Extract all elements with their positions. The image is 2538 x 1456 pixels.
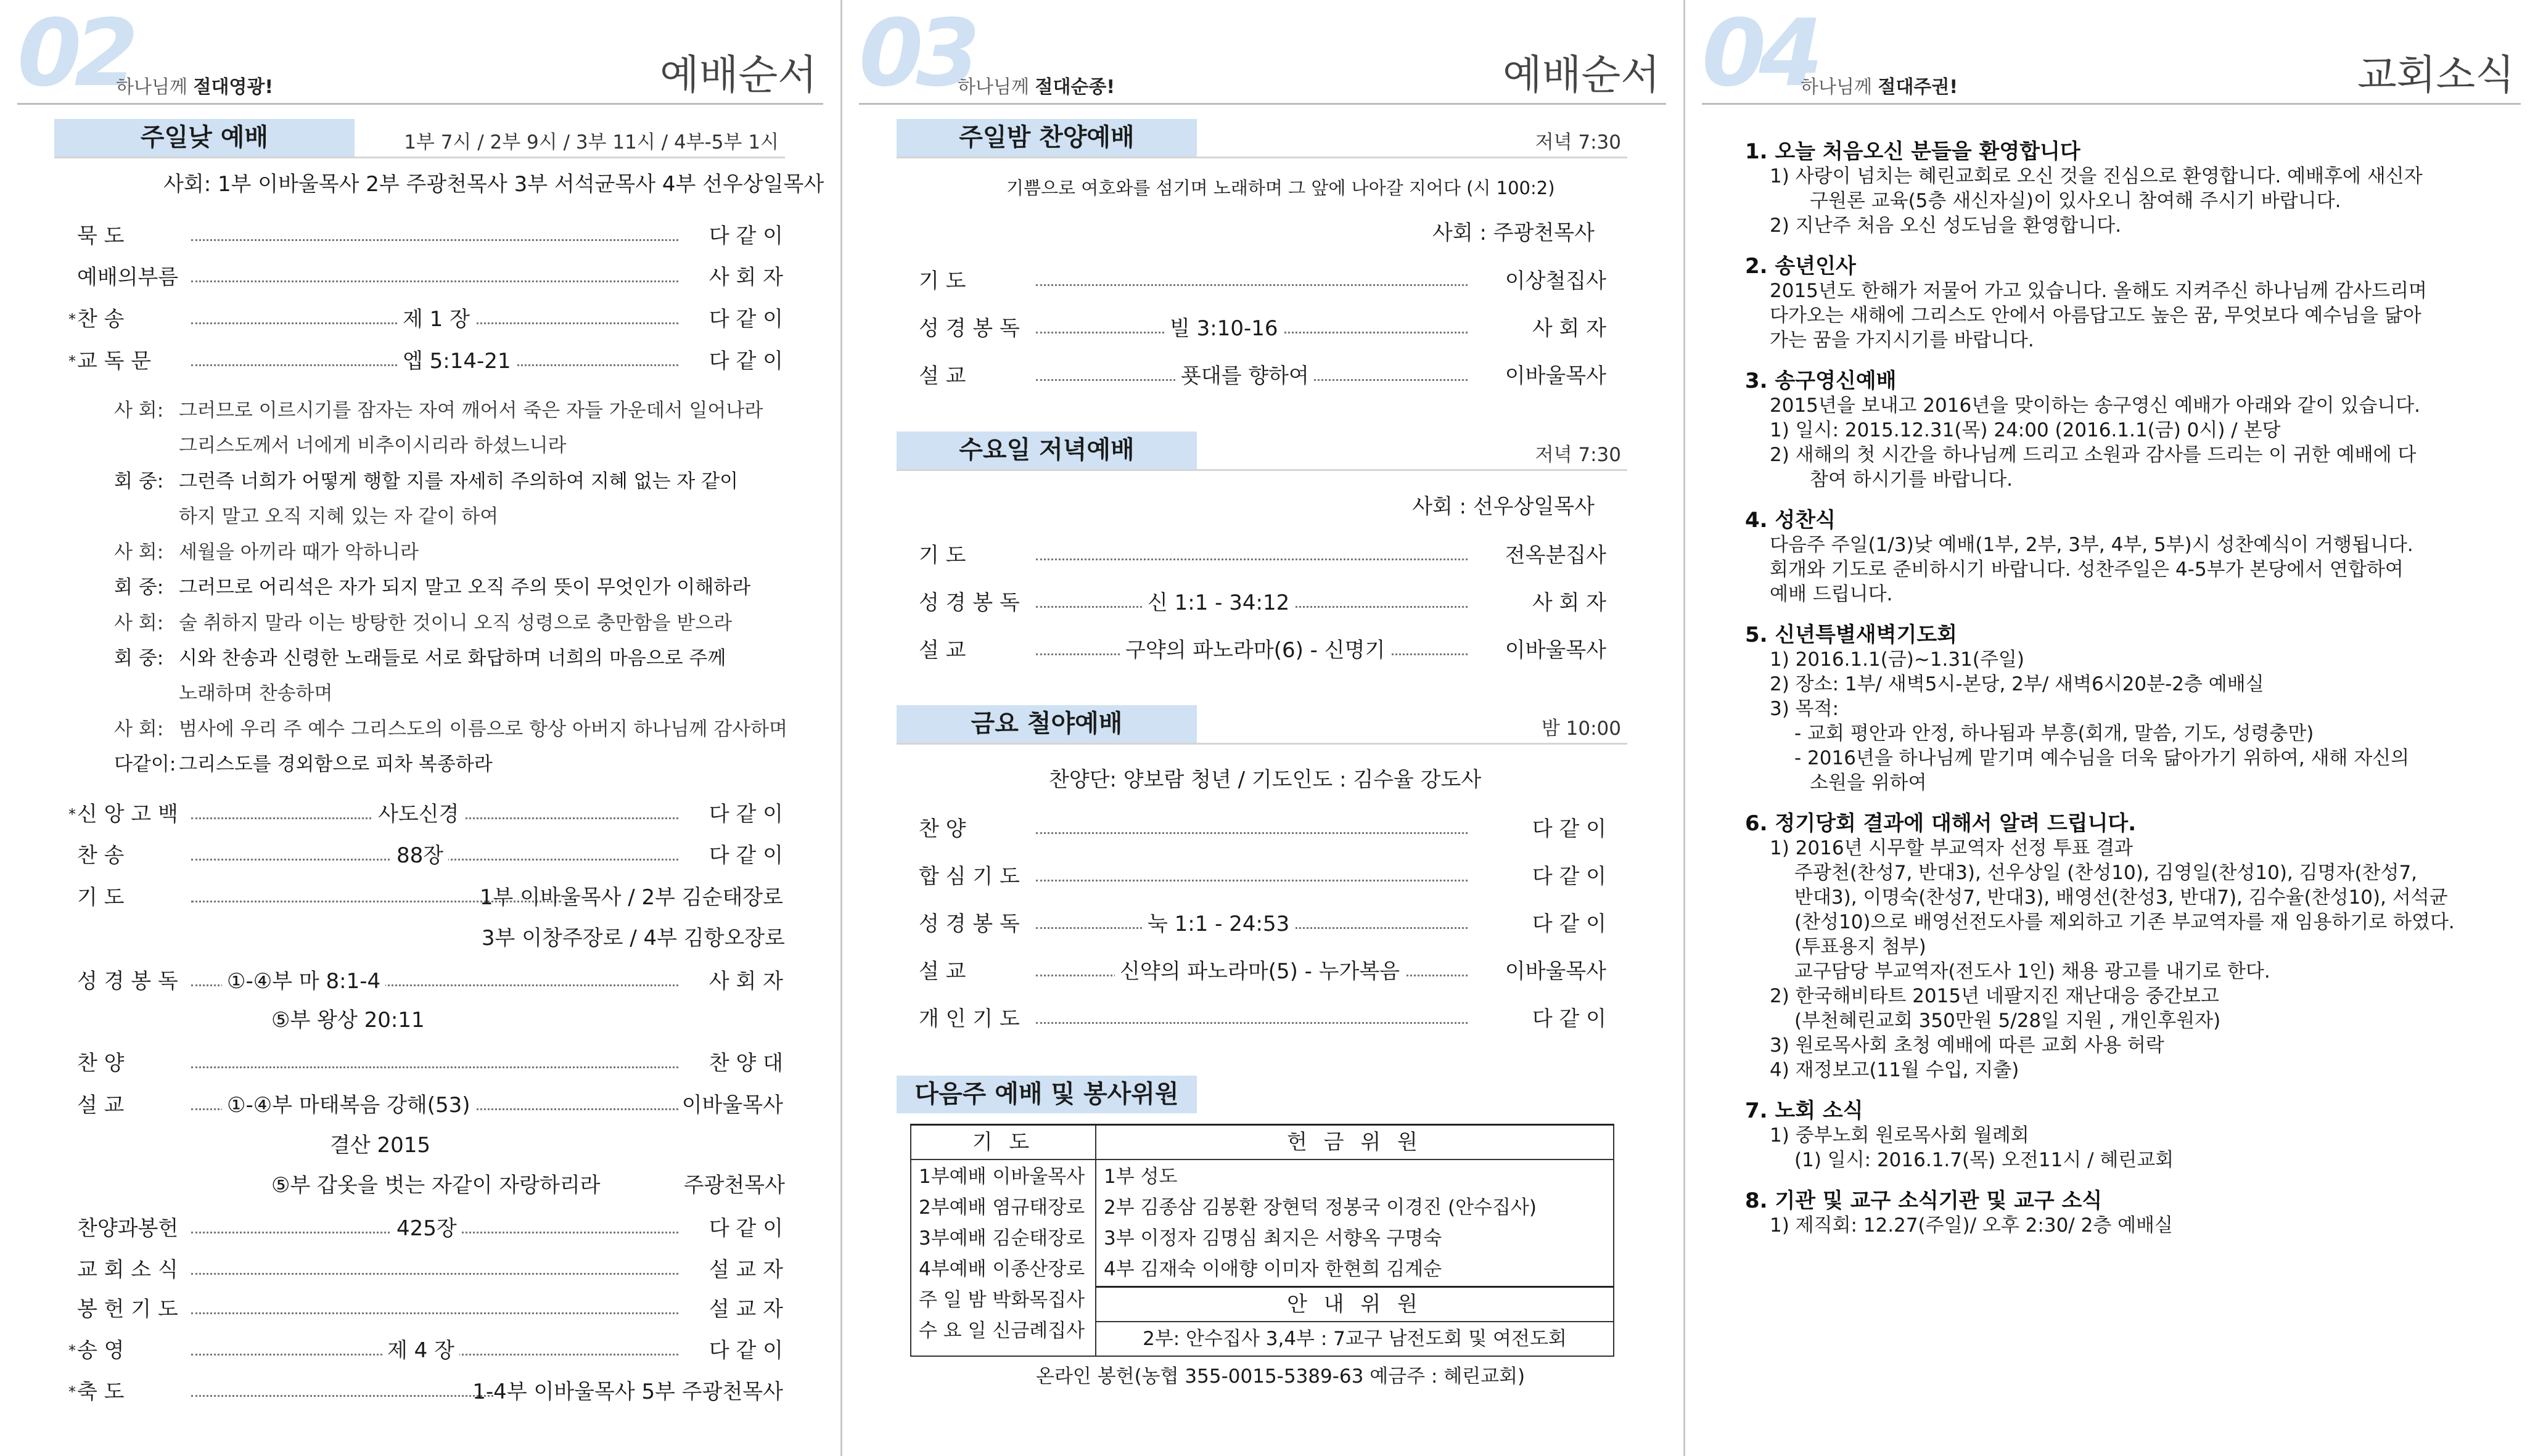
order-title: 찬 양 [919, 817, 966, 841]
news-item [1745, 1188, 2473, 1238]
prayer-volunteer: 2부예배 염규태장로 [919, 1196, 1085, 1219]
leader-dots [1036, 558, 1468, 560]
news-item [1745, 254, 2473, 353]
news-line: (투표용지 첨부) [1794, 936, 1926, 958]
news-heading: 6. 정기당회 결과에 대해서 알려 드립니다. [1745, 811, 2137, 836]
order-title: 성 경 봉 독 [77, 969, 178, 994]
order-title: 성 경 봉 독 [919, 591, 1020, 615]
order-detail: 제 4 장 [382, 1336, 459, 1365]
order-title: 송 영 [77, 1338, 125, 1363]
news-heading: 2. 송년인사 [1745, 254, 1856, 279]
required-mark: * [68, 806, 76, 823]
order-row [68, 347, 783, 375]
required-mark: * [68, 311, 76, 328]
news-line: (부천혜린교회 350만원 5/28일 지원 , 개인후원자) [1794, 1010, 2221, 1032]
order-leader: 다 같 이 [1532, 912, 1606, 936]
responsive-text: 그러므로 어리석은 자가 되지 말고 오직 주의 뜻이 무엇인가 이해하라 [179, 576, 751, 599]
leader-dots [191, 1395, 493, 1397]
news-item [1745, 1098, 2473, 1172]
prayer-volunteer: 3부예배 김순태장로 [919, 1227, 1085, 1249]
order-row [77, 1091, 783, 1119]
leader-dots [1036, 1022, 1468, 1024]
news-line: 1) 2016.1.1(금)~1.31(주일) [1770, 648, 2024, 671]
order-title: 찬 송 [77, 843, 125, 868]
host-line: 사회: 1부 이바울목사 2부 주광천목사 3부 서석균목사 4부 선우상일목사 [163, 172, 824, 197]
order-leader: 설 교 자 [708, 1297, 783, 1322]
order-detail: 88장 [392, 841, 448, 870]
news-item [1745, 139, 2473, 238]
order-detail: 엡 5:14-21 [398, 347, 516, 375]
order-detail: 제 1 장 [398, 305, 475, 333]
order-title: 기 도 [919, 543, 966, 568]
order-leader: 찬 양 대 [708, 1051, 783, 1076]
news-item [1745, 508, 2473, 607]
volunteer-table [910, 1124, 1614, 1357]
section-label: 주일낮 예배 [54, 119, 355, 157]
order-title: 합 심 기 도 [919, 864, 1020, 889]
order-detail: ①-④부 마 8:1-4 [222, 967, 385, 996]
guide-list: 2부: 안수집사 3,4부 : 7교구 남전도회 및 여전도회 [1096, 1322, 1614, 1356]
order-row [68, 800, 783, 828]
news-line: 1) 사랑이 넘치는 혜린교회로 오신 것을 진심으로 환영합니다. 예배후에 새신자 [1770, 165, 2423, 187]
news-line: 1) 제직회: 12.27(주일)/ 오후 2:30/ 2층 예배실 [1770, 1214, 2173, 1237]
order-title: 교 회 소 식 [77, 1258, 178, 1282]
prayer-volunteer: 주 일 밤 박화목집사 [919, 1289, 1085, 1311]
order-title: 설 교 [77, 1093, 125, 1118]
order-leader: 이바울목사 [681, 1093, 783, 1118]
host-line: 찬양단: 양보람 청년 / 기도인도 : 김수율 강도사 [1049, 767, 1482, 792]
order-row [68, 1378, 783, 1406]
leader-dots [1036, 832, 1468, 834]
order-title: 묵 도 [77, 224, 125, 248]
order-title: 설 교 [919, 638, 966, 663]
order-row [919, 314, 1606, 343]
order-row [919, 1005, 1606, 1033]
news-item [1745, 811, 2473, 1082]
order-leader: 이바울목사 [1505, 638, 1606, 663]
news-line: 1) 2016년 시무할 부교역자 선정 투표 결과 [1770, 837, 2133, 859]
page-number: 04 [1702, 0, 1816, 107]
order-title: 축 도 [77, 1380, 125, 1404]
order-row [77, 1256, 783, 1284]
leader-dots [1036, 880, 1468, 881]
section-bar-friday [897, 705, 1627, 745]
responsive-text: 그리스도께서 너에게 비추이시리라 하셨느니라 [179, 435, 567, 457]
order-leader: 다 같 이 [708, 1216, 783, 1241]
news-line: 구원론 교육(5층 새신자실)이 있사오니 참여해 주시기 바랍니다. [1810, 190, 2341, 212]
sermon-part-2: ⑤부 갑옷을 벗는 자같이 자랑하리라 [271, 1173, 601, 1198]
page-header [17, 0, 823, 107]
news-line: 교구담당 부교역자(전도사 1인) 채용 광고를 내기로 한다. [1794, 960, 2270, 983]
page-header [859, 0, 1666, 107]
motto: 하나님께 절대순종! [958, 76, 1115, 98]
news-line: 2) 지난주 처음 오신 성도님을 환영합니다. [1770, 215, 2122, 237]
page-number: 03 [859, 0, 973, 107]
responsive-speaker: 사 회: [114, 541, 164, 563]
order-title: 예배의부름 [77, 265, 179, 290]
order-detail: 구약의 파노라마(6) - 신명기 [1120, 636, 1390, 665]
order-leader: 다 같 이 [708, 1338, 783, 1363]
section-label: 수요일 저녁예배 [897, 431, 1197, 469]
order-row [77, 263, 783, 292]
responsive-text: 범사에 우리 주 예수 그리스도의 이름으로 항상 아버지 하나님께 감사하며 [179, 718, 788, 740]
order-leader: 다 같 이 [708, 349, 783, 374]
prayer-header: 기 도 [911, 1125, 1096, 1160]
order-row [919, 267, 1606, 295]
service-time: 저녁 7:30 [1535, 444, 1621, 466]
order-row [919, 862, 1606, 891]
news-line: - 2016년을 하나님께 맡기며 예수님을 더욱 닮아가기 위하여, 새해 자신의 [1794, 747, 2410, 769]
order-row [919, 541, 1606, 570]
prayer-volunteer: 4부예배 이종산장로 [919, 1258, 1085, 1280]
sermon-preacher-2: 주광천목사 [683, 1173, 785, 1198]
news-line: 2) 새해의 첫 시간을 하나님께 드리고 소원과 감사를 드리는 이 귀한 예배에 다 [1770, 444, 2417, 466]
leader-dots [191, 280, 678, 282]
news-line: 2) 장소: 1부/ 새벽5시-본당, 2부/ 새벽6시20분-2층 예배실 [1770, 673, 2264, 695]
section-label: 다음주 예배 및 봉사위원 [897, 1076, 1197, 1113]
order-row [919, 362, 1606, 390]
news-line: (찬성10)으로 배영선전도사를 제외하고 기존 부교역자를 재 임용하기로 하였다. [1794, 911, 2455, 933]
order-title: 설 교 [919, 364, 966, 388]
order-leader: 사 회 자 [1532, 591, 1606, 615]
order-row [77, 1049, 783, 1078]
section-label: 주일밤 찬양예배 [897, 119, 1197, 157]
order-row [919, 636, 1606, 665]
prayer-leader-2: 3부 이창주장로 / 4부 김항오장로 [481, 926, 785, 951]
responsive-text: 시와 찬송과 신령한 노래들로 서로 화답하며 너희의 마음으로 주께 [179, 647, 726, 669]
order-row [68, 305, 783, 333]
order-title: 개 인 기 도 [919, 1007, 1020, 1031]
order-row [77, 967, 783, 996]
offering-volunteer: 2부 김종삼 김봉환 장현덕 정봉국 이경진 (안수집사) [1104, 1196, 1537, 1219]
order-leader: 설 교 자 [708, 1258, 783, 1282]
responsive-speaker: 사 회: [114, 399, 164, 422]
order-leader: 이바울목사 [1505, 364, 1606, 388]
order-detail: 신약의 파노라마(5) - 누가복음 [1115, 957, 1405, 986]
news-line: 주광천(찬성7, 반대3), 선우상일 (찬성10), 김영일(찬성10), 김명자(찬성7, [1794, 862, 2418, 884]
order-row [77, 883, 783, 912]
news-line: 3) 목적: [1770, 698, 1839, 720]
section-bar-sunday [54, 119, 785, 158]
required-mark: * [68, 353, 76, 370]
order-detail: 푯대를 향하여 [1176, 362, 1314, 390]
page-number: 02 [17, 0, 131, 107]
guide-header: 안 내 위 원 [1096, 1287, 1614, 1322]
order-leader: 사 회 자 [708, 969, 783, 994]
order-leader: 사 회 자 [1532, 316, 1606, 341]
online-offering: 온라인 봉헌(농협 355-0015-5389-63 예금주 : 혜린교회) [1036, 1365, 1526, 1388]
order-leader: 1부 이바울목사 / 2부 김순태장로 [479, 885, 783, 910]
order-title: 찬 송 [77, 307, 125, 332]
order-title: 신 앙 고 백 [77, 802, 178, 827]
prayer-volunteer: 1부예배 이바울목사 [919, 1166, 1085, 1188]
section-bar-sunday-night [897, 119, 1627, 158]
section-bar-next-week [897, 1076, 1627, 1115]
offering-volunteer: 3부 이정자 김명심 최지은 서향옥 구명숙 [1104, 1227, 1442, 1249]
news-item [1745, 369, 2473, 492]
order-row [919, 910, 1606, 938]
news-line: (1) 일시: 2016.1.7(목) 오전11시 / 혜린교회 [1794, 1149, 2174, 1171]
offering-list [1096, 1159, 1614, 1287]
service-time: 밤 10:00 [1541, 718, 1621, 740]
order-row [77, 841, 783, 870]
order-title: 기 도 [77, 885, 125, 910]
sermon-subtitle: 결산 2015 [330, 1133, 431, 1158]
leader-dots [191, 1273, 678, 1275]
verse: 기쁨으로 여호와를 섬기며 노래하며 그 앞에 나아갈 지어다 (시 100:2) [1006, 178, 1555, 198]
order-title: 봉 헌 기 도 [77, 1297, 178, 1322]
news-heading: 7. 노회 소식 [1745, 1098, 1863, 1123]
news-line: 1) 일시: 2015.12.31(목) 24:00 (2016.1.1(금) 0시) / 본당 [1770, 419, 2281, 441]
news-heading: 1. 오늘 처음오신 분들을 환영합니다 [1745, 139, 2080, 164]
prayer-list [911, 1159, 1096, 1356]
host-line: 사회 : 주광천목사 [1432, 221, 1595, 245]
page-header [1702, 0, 2521, 107]
responsive-speaker: 사 회: [114, 718, 164, 740]
motto: 하나님께 절대영광! [116, 76, 274, 98]
order-leader: 다 같 이 [1532, 817, 1606, 841]
order-row [77, 222, 783, 250]
news-line: 4) 재정보고(11월 수입, 지출) [1770, 1059, 2019, 1081]
news-line: 다음주 주일(1/3)낮 예배(1부, 2부, 3부, 4부, 5부)시 성찬예식이 거행됩니다. [1770, 534, 2413, 556]
leader-dots [191, 1066, 678, 1068]
service-times: 1부 7시 / 2부 9시 / 3부 11시 / 4부-5부 1시 [404, 131, 779, 153]
order-detail: 빌 3:10-16 [1165, 314, 1283, 343]
news-line: 2015년을 보내고 2016년을 맞이하는 송구영신 예배가 아래와 같이 있습니다. [1770, 395, 2421, 417]
news-heading: 3. 송구영신예배 [1745, 369, 1897, 393]
order-title: 찬 양 [77, 1051, 125, 1076]
leader-dots [191, 1312, 678, 1314]
responsive-text: 세월을 아끼라 때가 악하니라 [179, 541, 419, 563]
offering-volunteer: 1부 성도 [1104, 1166, 1178, 1188]
church-news [1745, 139, 2473, 1254]
responsive-speaker: 다같이: [114, 753, 176, 775]
required-mark: * [68, 1383, 76, 1401]
order-leader: 다 같 이 [1532, 1007, 1606, 1031]
order-leader: 다 같 이 [708, 843, 783, 868]
order-row [77, 1214, 783, 1243]
responsive-speaker: 회 중: [114, 576, 164, 599]
order-leader: 1-4부 이바울목사 5부 주광천목사 [472, 1380, 783, 1404]
news-heading: 8. 기관 및 교구 소식기관 및 교구 소식 [1745, 1188, 2103, 1213]
page-02 [0, 0, 840, 1456]
section-title: 예배순서 [1502, 51, 1660, 99]
offering-volunteer: 4부 김재숙 이애향 이미자 한현희 김계순 [1104, 1258, 1442, 1280]
responsive-speaker: 회 중: [114, 647, 164, 669]
order-title: 설 교 [919, 959, 966, 984]
order-row [919, 589, 1606, 617]
responsive-speaker: 회 중: [114, 470, 164, 493]
order-detail: ①-④부 마태복음 강해(53) [222, 1091, 475, 1119]
order-title: 기 도 [919, 269, 966, 293]
order-leader: 다 같 이 [708, 224, 783, 248]
news-item [1745, 623, 2473, 795]
order-row [68, 1336, 783, 1365]
offering-header: 헌 금 위 원 [1096, 1125, 1614, 1160]
leader-dots [191, 239, 678, 241]
order-leader: 전옥분집사 [1505, 543, 1606, 568]
responsive-text: 그리스도를 경외함으로 피차 복종하라 [179, 753, 493, 775]
news-line: 2015년도 한해가 저물어 가고 있습니다. 올해도 지켜주신 하나님께 감사드리며 [1770, 280, 2427, 302]
section-bar-wednesday [897, 431, 1627, 471]
order-leader: 다 같 이 [708, 307, 783, 332]
responsive-text: 하지 말고 오직 지혜 있는 자 같이 하여 [179, 505, 499, 528]
order-title: 성 경 봉 독 [919, 912, 1020, 936]
order-title: 찬양과봉헌 [77, 1216, 179, 1241]
host-line: 사회 : 선우상일목사 [1412, 494, 1595, 519]
order-detail: 사도신경 [373, 800, 464, 828]
responsive-text: 노래하며 찬송하며 [179, 682, 333, 705]
section-label: 금요 철야예배 [897, 705, 1197, 743]
responsive-text: 술 취하지 말라 이는 방탕한 것이니 오직 성령으로 충만함을 받으라 [179, 612, 733, 634]
section-title: 교회소식 [2357, 51, 2515, 99]
order-detail: 눅 1:1 - 24:53 [1143, 910, 1294, 938]
news-line: 3) 원로목사회 초청 예배에 따른 교회 사용 허락 [1770, 1034, 2164, 1057]
order-row [77, 1295, 783, 1323]
order-detail: 425장 [392, 1214, 462, 1243]
news-line: 반대3), 이명숙(찬성7, 반대3), 배영선(찬성3, 반대7), 김수율(찬성10), 서석균 [1794, 886, 2448, 909]
news-line: 예배 드립니다. [1770, 583, 1893, 605]
news-line: 참여 하시기를 바랍니다. [1810, 468, 2013, 491]
leader-dots [1036, 284, 1468, 286]
order-row [919, 815, 1606, 843]
order-title: 성 경 봉 독 [919, 316, 1020, 341]
news-line: 2) 한국해비타트 2015년 네팔지진 재난대응 중간보고 [1770, 985, 2219, 1007]
responsive-text: 그런즉 너희가 어떻게 행할 지를 자세히 주의하여 지혜 없는 자 같이 [179, 470, 739, 493]
news-heading: 5. 신년특별새벽기도회 [1745, 623, 1958, 647]
reading-part-2: ⑤부 왕상 20:11 [271, 1008, 425, 1033]
responsive-speaker: 사 회: [114, 612, 164, 634]
order-title: 교 독 문 [77, 349, 152, 374]
news-heading: 4. 성찬식 [1745, 508, 1836, 533]
order-row [919, 957, 1606, 986]
motto: 하나님께 절대주권! [1801, 76, 1958, 98]
order-leader: 다 같 이 [1532, 864, 1606, 889]
news-line: 1) 중부노회 원로목사회 월례회 [1770, 1124, 2029, 1147]
prayer-volunteer: 수 요 일 신금례집사 [919, 1320, 1085, 1342]
order-leader: 사 회 자 [708, 265, 783, 290]
section-title: 예배순서 [659, 51, 817, 99]
required-mark: * [68, 1342, 76, 1359]
service-time: 저녁 7:30 [1535, 131, 1621, 153]
responsive-text: 그러므로 이르시기를 잠자는 자여 깨어서 죽은 자들 가운데서 일어나라 [179, 399, 763, 422]
order-leader: 이상철집사 [1505, 269, 1606, 293]
news-line: 다가오는 새해에 그리스도 안에서 아름답고도 높은 꿈, 무엇보다 예수님을 닮아 [1770, 305, 2421, 327]
order-leader: 다 같 이 [708, 802, 783, 827]
news-line: 가는 꿈을 가지시기를 바랍니다. [1770, 329, 2034, 351]
news-line: 회개와 기도로 준비하시기 바랍니다. 성찬주일은 4-5부가 본당에서 연합하여 [1770, 558, 2404, 581]
news-line: - 교회 평안과 안정, 하나됨과 부흥(회개, 말씀, 기도, 성령충만) [1794, 722, 2314, 745]
order-detail: 신 1:1 - 34:12 [1143, 589, 1294, 617]
news-line: 소원을 위하여 [1810, 772, 1927, 794]
order-leader: 이바울목사 [1505, 959, 1606, 984]
